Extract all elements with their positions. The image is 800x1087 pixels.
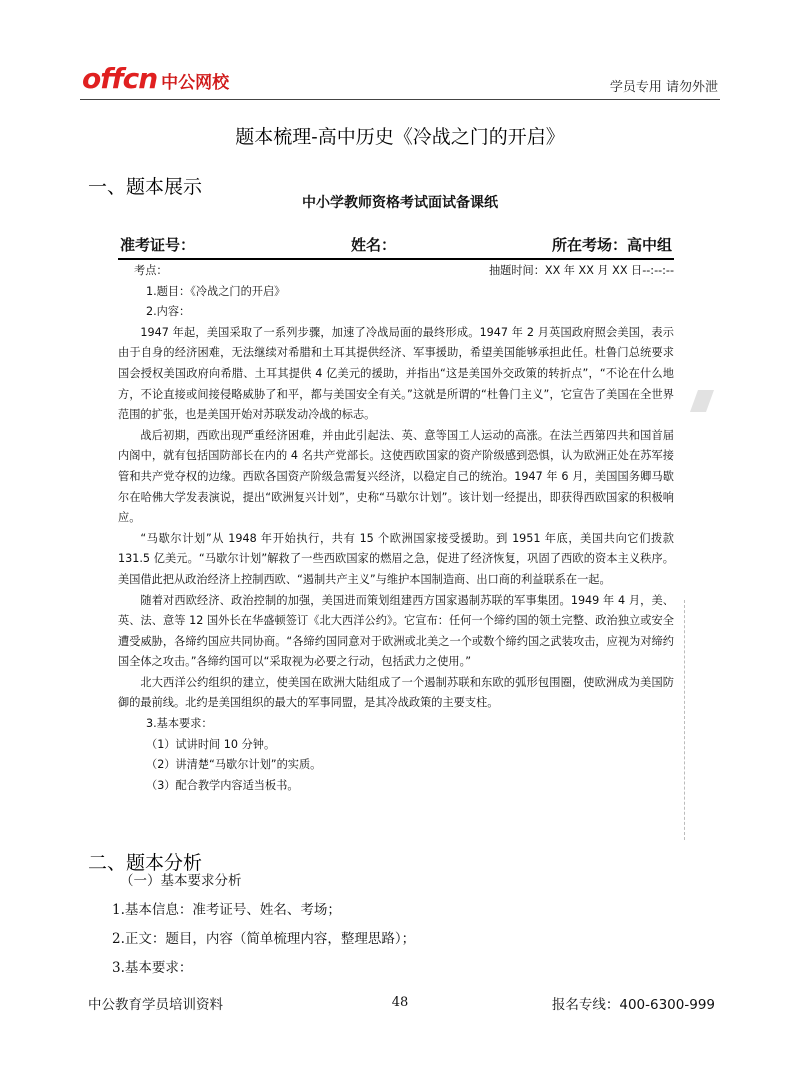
requirement-item-3: （3）配合教学内容适当板书。 <box>146 778 299 792</box>
analysis-line-1: 1.基本信息：准考证号、姓名、考场； <box>112 902 341 918</box>
kaodian-row <box>118 261 674 282</box>
paper-title: 中小学教师资格考试面试备课纸 <box>302 195 498 211</box>
header-notice: 学员专用 请勿外泄 <box>609 80 718 95</box>
exam-number-label: 准考证号： <box>120 236 196 254</box>
watermark-mark <box>690 390 714 412</box>
draw-time: 抽题时间：XX 年 XX 月 XX 日--:--:-- <box>488 264 674 277</box>
paper-divider <box>118 258 674 260</box>
paper-fields-row <box>120 234 672 255</box>
exam-site-label: 所在考场：高中组 <box>551 236 672 254</box>
logo-chinese-text: 中公网校 <box>161 73 230 93</box>
content-line: 2.内容： <box>146 305 191 319</box>
kaodian-label: 考点： <box>134 264 168 277</box>
requirement-item-1: （1）试讲时间 10 分钟。 <box>146 737 276 751</box>
requirements-heading: 3.基本要求： <box>146 717 213 731</box>
content-paragraph-2: 战后初期，西欧出现严重经济困难，并由此引起法、英、意等国工人运动的高涨。在法兰西第四共和国首届内阁中，就有包括国防部长在内的 4 名共产党部长。这使西欧国家的资产阶级感到恐惧，认为欧洲正处在苏军接管和共产党夺权的边缘。西欧各国资产阶级急需复兴经济，以稳定自己的统治。1947 年 6 月，美国国务卿马歇尔在哈佛大学发表演说，提出“欧洲复兴计划”，史称“马歇尔计划”。该计划一经提出，即获得西欧国家的积极响应。 <box>118 428 674 525</box>
analysis-subheading: （一）基本要求分析 <box>120 873 242 889</box>
analysis-line-3: 3.基本要求： <box>112 960 193 976</box>
header-divider <box>80 99 720 100</box>
requirement-item-2: （2）讲清楚“马歇尔计划”的实质。 <box>146 758 322 772</box>
footer-hotline: 报名专线：400-6300-999 <box>551 997 715 1013</box>
paper-body <box>118 261 674 796</box>
name-label: 姓名： <box>350 236 396 254</box>
content-paragraph-4: 随着对西欧经济、政治控制的加强，美国进而策划组建西方国家遏制苏联的军事集团。1949 年 4 月，美、英、法、意等 12 国外长在华盛顿签订《北大西洋公约》。它宣布：任何一个缔约国的领土完整、政治独立或安全遭受威胁，各缔约国应共同协商。“各缔约国同意对于欧洲或北美之一个或数个缔约国之武装攻击，应视为对缔约国全体之攻击。”各缔约国可以“采取视为必要之行动，包括武力之使用。” <box>118 593 674 669</box>
footer-left-text: 中公教育学员培训资料 <box>88 997 223 1013</box>
analysis-line-2: 2.正文：题目，内容（简单梳理内容，整理思路）； <box>112 931 416 947</box>
content-paragraph-3: “马歇尔计划”从 1948 年开始执行，共有 15 个欧洲国家接受援助。到 1951 年底，美国共向它们拨款 131.5 亿美元。“马歇尔计划”解救了一些西欧国家的燃眉之急，促进了经济恢复，巩固了西欧的资本主义秩序。美国借此把从政治经济上控制西欧、“遏制共产主义”与维护本国制造商、出口商的利益联系在一起。 <box>118 531 674 586</box>
content-paragraph-5: 北大西洋公约组织的建立，使美国在欧洲大陆组成了一个遏制苏联和东欧的弧形包围圈，使欧洲成为美国防御的最前线。北约是美国组织的最大的军事同盟，是其冷战政策的主要支柱。 <box>118 675 674 710</box>
page-number: 48 <box>391 995 409 1010</box>
section-heading-1: 一、题本展示 <box>88 176 203 198</box>
section-heading-2: 二、题本分析 <box>88 852 203 874</box>
topic-line: 1.题目：《冷战之门的开启》 <box>146 284 286 298</box>
content-paragraph-1: 1947 年起，美国采取了一系列步骤，加速了冷战局面的最终形成。1947 年 2 月英国政府照会美国，表示由于自身的经济困难，无法继续对希腊和土耳其提供经济、军事援助，希望美国能够承担此任。杜鲁门总统要求国会授权美国政府向希腊、土耳其提供 4 亿美元的援助，并指出“这是美国外交政策的转折点”，“不论在什么地方，不论直接或间接侵略威胁了和平，都与美国安全有关。”这就是所谓的“杜鲁门主义”，它宣告了美国在全世界范围的扩张，也是美国开始对苏联发动冷战的标志。 <box>118 325 674 422</box>
offcn-logo <box>82 62 229 95</box>
paper-side-line <box>684 600 685 840</box>
document-title: 题本梳理-高中历史《冷战之门的开启》 <box>235 126 565 148</box>
logo-brand-text: offcn <box>82 62 158 95</box>
